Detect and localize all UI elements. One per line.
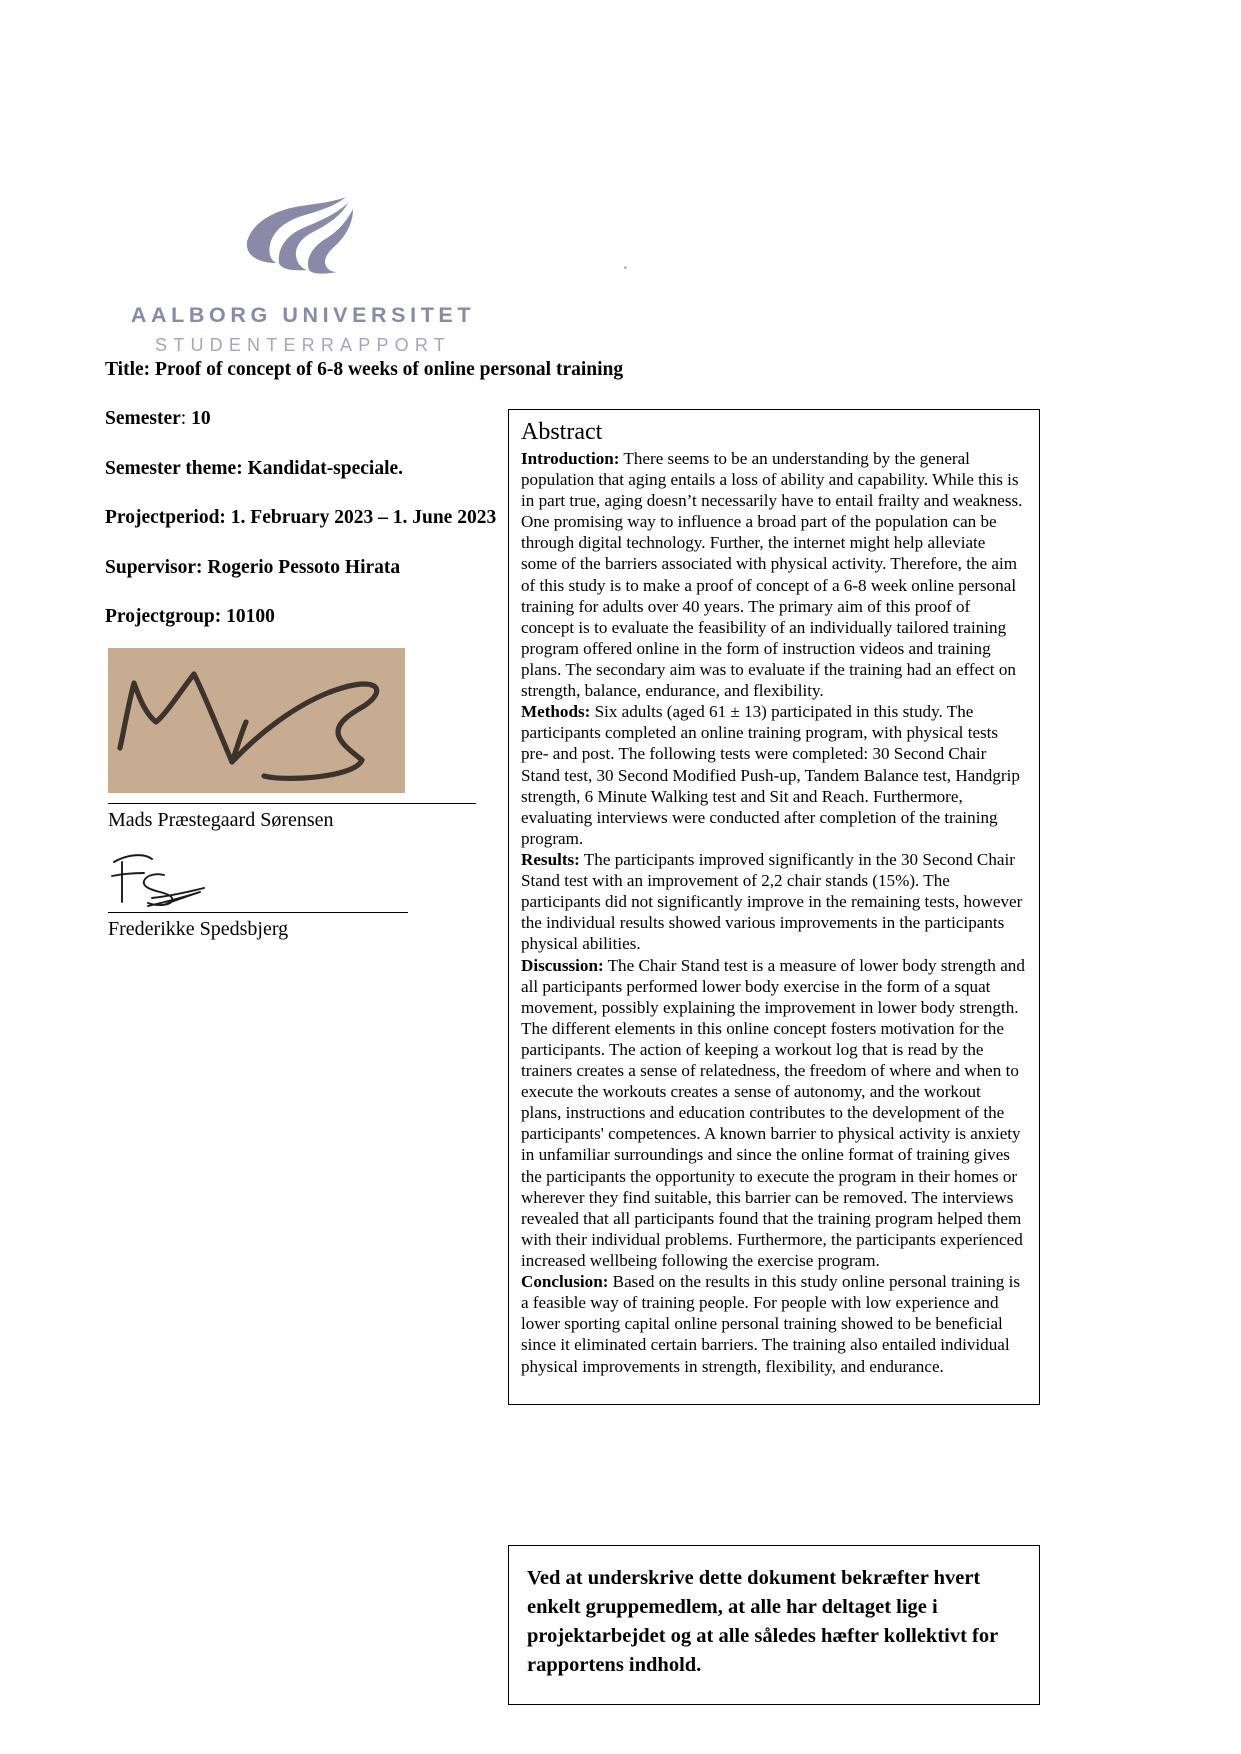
abstract-section-label: Methods: (521, 702, 591, 722)
semester-label: Semester (105, 408, 181, 430)
abstract-box (508, 409, 1040, 1405)
abstract-section (521, 448, 1025, 701)
abstract-section-text: The Chair Stand test is a measure of lower body strength and all participants performed lower body exercise in the form of a squat movement, possibly explaining the improvement in lower body strength. The different elements in this online concept fosters motivation for the participants. The action of keeping a workout log that is read by the trainers creates a sense of relatedness, the freedom of where and when to execute the workouts creates a sense of autonomy, and the workout plans, instructions and education contributes to the development of the participants' competences. A known barrier to physical activity is anxiety in unfamiliar surroundings and since the online format of training gives the participants the opportunity to execute the program in their homes or wherever they find suitable, this barrier can be removed. The interviews revealed that all participants found that the training program helped them with their individual problems. Furthermore, the participants experienced increased wellbeing following the exercise program. (521, 955, 1025, 1271)
supervisor-line: Supervisor: Rogerio Pessoto Hirata (105, 556, 401, 578)
abstract-section-label: Results: (521, 849, 580, 869)
abstract-section-text: There seems to be an understanding by the general population that aging entails a loss of ability and capability. While this is in part true, aging doesn’t necessarily have to entail frailty and weakness. One promising way to influence a broad part of the population can be through digital technology. Further, the internet might help alleviate some of the barriers associated with physical activity. Therefore, the aim of this study is to make a proof of concept of a 6-8 week online personal training for adults over 40 years. The primary aim of this proof of concept is to evaluate the feasibility of an individually tailored training program offered online in the form of instruction videos and training plans. The secondary aim was to evaluate if the training had an effect on strength, balance, endurance, and flexibility. (521, 448, 1023, 701)
semester-separator: : (180, 408, 192, 430)
abstract-section-label: Discussion: (521, 955, 604, 975)
abstract-section (521, 849, 1025, 955)
handwritten-signature-mads-icon (108, 648, 405, 793)
report-title: Title: Proof of concept of 6-8 weeks of online personal training (105, 359, 624, 380)
signature-image-mads (108, 648, 405, 793)
signature-rule-frederikke (108, 912, 408, 913)
abstract-body (521, 448, 1025, 1377)
aalborg-university-swoosh-logo-icon (243, 190, 363, 285)
project-period-line: Projectperiod: 1. February 2023 – 1. June 2023 (105, 507, 497, 529)
university-name: AALBORG UNIVERSITET (130, 303, 476, 327)
abstract-section-text: The participants improved significantly in the 30 Second Chair Stand test with an improvement of 2,2 chair stands (15%). The participants did not significantly improve in the remaining tests, however the individual results showed various improvements in the participants physical abilities. (521, 849, 1023, 954)
abstract-section-label: Conclusion: (521, 1272, 609, 1292)
signature-rule-mads (108, 803, 476, 804)
semester-theme-line: Semester theme: Kandidat-speciale. (105, 457, 404, 479)
signatory-name-mads: Mads Præstegaard Sørensen (108, 809, 334, 831)
report-type-label: STUDENTERRAPPORT (155, 335, 451, 355)
scan-artifact-dot (624, 266, 627, 269)
abstract-section-label: Introduction: (521, 448, 620, 468)
declaration-box (508, 1545, 1040, 1705)
abstract-section-text: Based on the results in this study online personal training is a feasible way of training people. For people with low experience and lower sporting capital online personal training showed to be beneficial since it eliminated certain barriers. The training also entailed individual physical improvements in strength, flexibility, and endurance. (521, 1272, 1021, 1376)
university-logo-block (128, 190, 478, 356)
abstract-section (521, 955, 1025, 1272)
semester-line (105, 407, 535, 431)
signature-area (108, 648, 528, 941)
abstract-section (521, 701, 1025, 849)
abstract-section-text: Six adults (aged 61 ± 13) participated in this study. The participants completed an online training program, with physical tests pre- and post. The following tests were completed: 30 Second Chair Stand test, 30 Second Modified Push-up, Tandem Balance test, Handgrip strength, 6 Minute Walking test and Sit and Reach. Furthermore, evaluating interviews were conducted after completion of the training program. (521, 702, 1020, 848)
abstract-section (521, 1271, 1025, 1377)
declaration-text: Ved at underskrive dette dokument bekræfter hvert enkelt gruppemedlem, at alle har deltaget lige i projektarbejdet og at alle således hæfter kollektivt for rapportens indhold. (527, 1567, 998, 1677)
handwritten-signature-frederikke-icon (108, 848, 338, 910)
project-group-line: Projectgroup: 10100 (105, 605, 275, 627)
abstract-heading: Abstract (521, 419, 603, 445)
signatory-name-frederikke: Frederikke Spedsbjerg (108, 918, 289, 940)
semester-value: 10 (191, 408, 211, 430)
